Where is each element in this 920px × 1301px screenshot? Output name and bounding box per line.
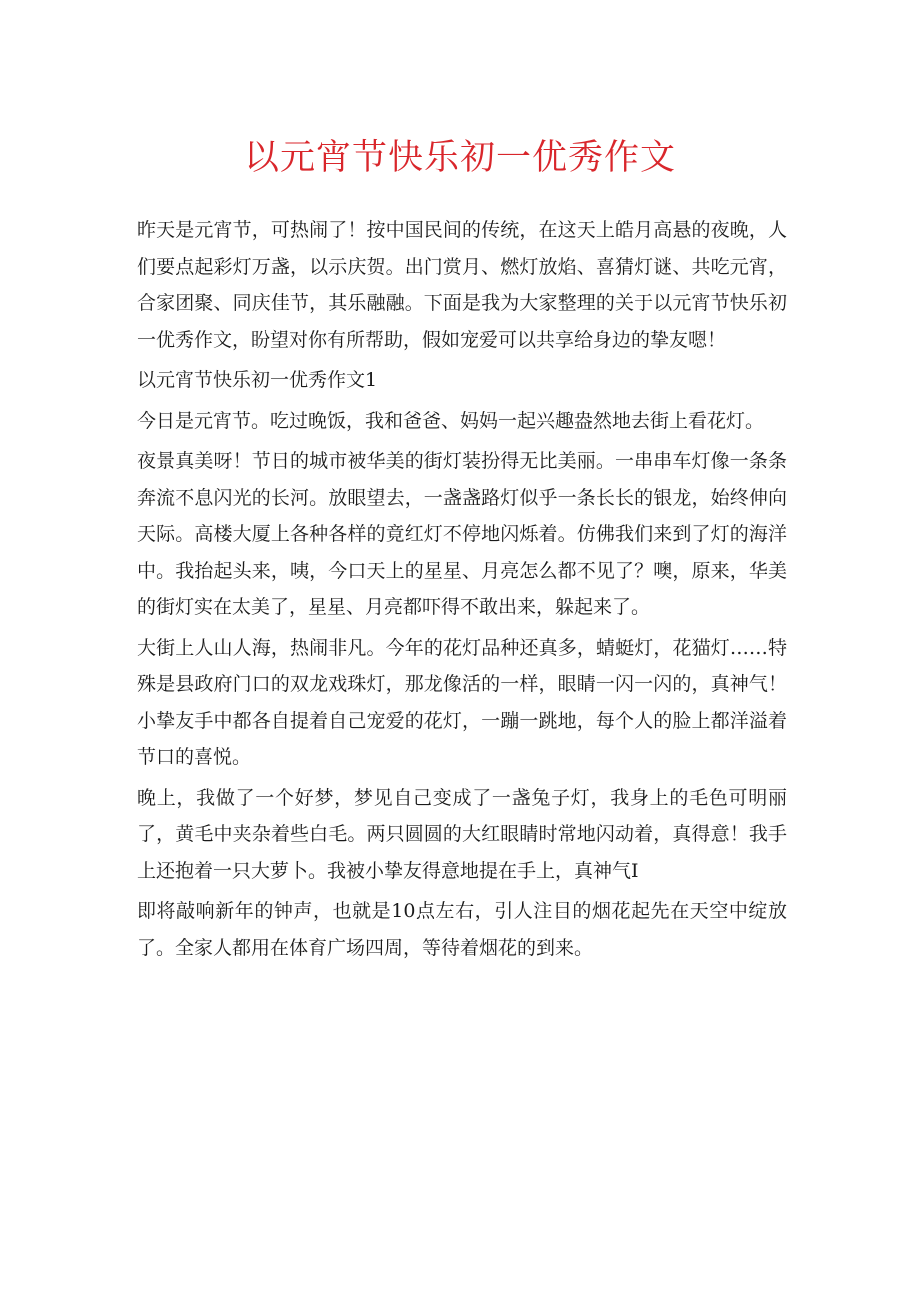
document-title: 以元宵节快乐初一优秀作文 (243, 138, 676, 178)
paragraph: 今日是元宵节。吃过晚饭，我和爸爸、妈妈一起兴趣盎然地去街上看花灯。 (137, 409, 765, 432)
document-body (137, 212, 787, 970)
section-heading: 以元宵节快乐初一优秀作文1 (137, 369, 378, 391)
paragraph: 大街上人山人海，热闹非凡。今年的花灯品种还真多，蜻蜓灯，花猫灯……特殊是县政府门口的双龙戏珠灯，那龙像活的一样，眼睛一闪一闪的，真神气！小挚友手中都各自提着自己宠爱的花灯，一蹦一跳地，每个人的脸上都洋溢着节口的喜悦。 (137, 636, 787, 768)
paragraph: 夜景真美呀！节日的城市被华美的街灯装扮得无比美丽。一串串车灯像一条条奔流不息闪光的长河。放眼望去，一盏盏路灯似乎一条长长的银龙，始终伸向天际。高楼大厦上各种各样的竟红灯不停地闪烁着。仿佛我们来到了灯的海洋中。我抬起头来，咦，今口天上的星星、月亮怎么都不见了？噢，原来，华美的街灯实在太美了，星星、月亮都吓得不敢出来，躲起来了。 (137, 450, 787, 618)
paragraph: 晚上，我做了一个好梦，梦见自己变成了一盏兔子灯，我身上的毛色可明丽了，黄毛中夹杂着些白毛。两只圆圆的大红眼睛时常地闪动着，真得意！我手上还抱着一只大萝卜。我被小挚友得意地提在手上，真神气I (137, 786, 787, 882)
intro-paragraph: 昨天是元宵节，可热闹了！按中国民间的传统，在这天上皓月高悬的夜晚，人们要点起彩灯万盏，以示庆贺。出门赏月、燃灯放焰、喜猜灯谜、共吃元宵，合家团聚、同庆佳节，其乐融融。下面是我为大家整理的关于以元宵节快乐初一优秀作文，盼望对你有所帮助，假如宠爱可以共享给身边的挚友嗯！ (137, 219, 787, 351)
paragraph: 即将敲响新年的钟声，也就是10点左右，引人注目的烟花起先在天空中绽放了。全家人都用在体育广场四周，等待着烟花的到来。 (137, 900, 787, 959)
